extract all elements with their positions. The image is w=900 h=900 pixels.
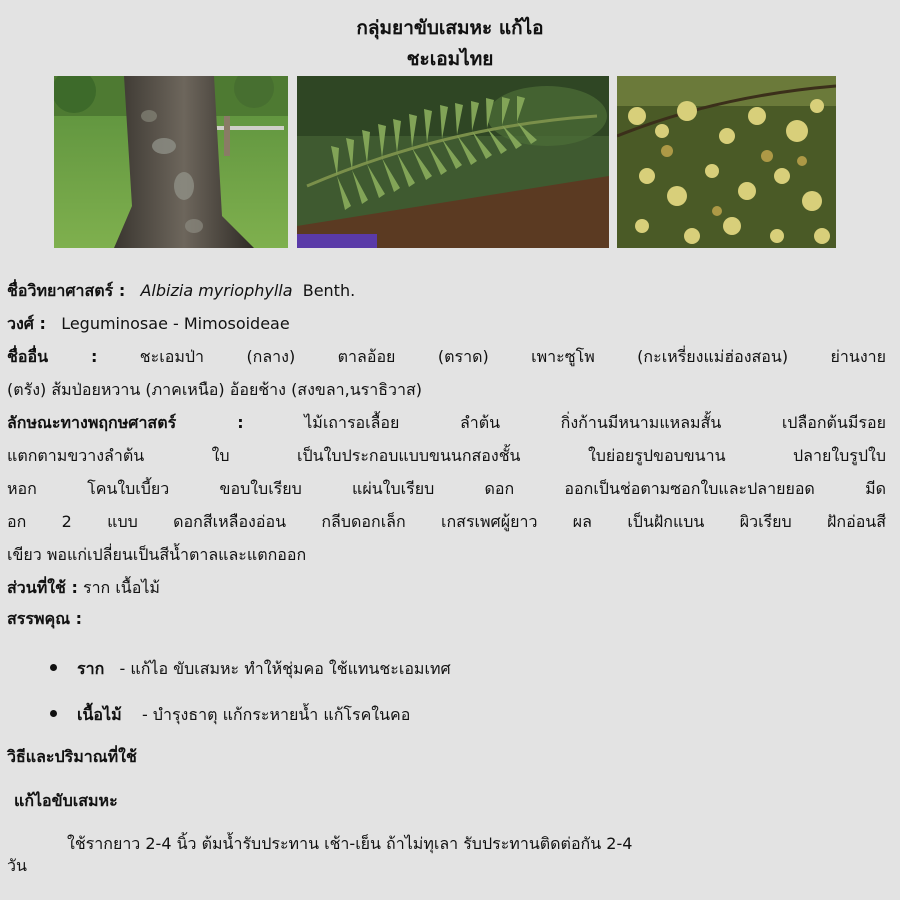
- usage-subheading: แก้ไอขับเสมหะ: [14, 791, 118, 810]
- property-desc: - แก้ไอ ขับเสมหะ ทำให้ชุ่มคอ ใช้แทนชะเอมเทศ: [119, 659, 451, 678]
- botany-line-5: เขียว พอแก่เปลี่ยนเป็นสีน้ำตาลและแตกออก: [7, 545, 307, 564]
- other-names-text-1: ชะเอมป่า (กลาง) ตาลอ้อย (ตราด) เพาะซูโพ (กะเหรี่ยงแม่ฮ่องสอน) ย่านงาย: [139, 347, 886, 366]
- parts-used-row: [7, 577, 886, 599]
- list-item: [50, 704, 410, 726]
- trunk-photo: [54, 76, 288, 248]
- property-term: ราก: [77, 659, 105, 678]
- usage-line-2: วัน: [7, 856, 27, 875]
- botany-line-4: อก 2 แบบ ดอกสีเหลืองอ่อน กลีบดอกเล็ก เกสรเพศผู้ยาว ผล เป็นฝักแบน ผิวเรียบ ฝักอ่อนสี: [7, 512, 887, 531]
- parts-used-value: ราก เนื้อไม้: [82, 578, 160, 597]
- property-desc: - บำรุงธาตุ แก้กระหายน้ำ แก้โรคในคอ: [141, 705, 411, 724]
- family-label: วงศ์ :: [7, 314, 46, 333]
- scientific-name-row: [7, 280, 886, 302]
- property-term: เนื้อไม้: [77, 705, 122, 724]
- leaf-photo: [297, 76, 609, 248]
- family-value: Leguminosae - Mimosoideae: [61, 314, 290, 333]
- botany-label: ลักษณะทางพฤกษศาสตร์ :: [7, 413, 244, 432]
- scientific-name-label: ชื่อวิทยาศาสตร์ :: [7, 281, 126, 300]
- scientific-name-author: Benth.: [302, 281, 356, 300]
- usage-heading: วิธีและปริมาณที่ใช้: [7, 747, 137, 766]
- other-names-line-1: [7, 346, 886, 368]
- botany-line-3: หอก โคนใบเบี้ยว ขอบใบเรียบ แผ่นใบเรียบ ดอก ออกเป็นช่อตามซอกใบและปลายยอด มีด: [7, 479, 886, 498]
- botany-line-2: แตกตามขวางลำต้น ใบ เป็นใบประกอบแบบขนนกสองชั้น ใบย่อยรูปขอบขนาน ปลายใบรูปใบ: [7, 446, 886, 465]
- family-row: [7, 313, 886, 335]
- properties-label: สรรพคุณ :: [7, 609, 83, 628]
- other-names-line-2: (ตรัง) ส้มป่อยหวาน (ภาคเหนือ) อ้อยช้าง (สงขลา,นราธิวาส): [7, 380, 422, 399]
- other-names-label: ชื่ออื่น :: [7, 347, 98, 366]
- page-subtitle: ชะเอมไทย: [406, 48, 494, 70]
- botany-line-1: [7, 412, 886, 434]
- flower-photo: [617, 76, 836, 248]
- bullet-icon: [50, 664, 57, 671]
- bullet-icon: [50, 710, 57, 717]
- page-title: กลุ่มยาขับเสมหะ แก้ไอ: [356, 17, 544, 39]
- scientific-name-value: Albizia myriophylla: [140, 281, 293, 300]
- parts-used-label: ส่วนที่ใช้ :: [7, 578, 78, 597]
- botany-text-1: ไม้เถารอเลื้อย ลำต้น กิ่งก้านมีหนามแหลมสั้น เปลือกต้นมีรอย: [304, 413, 886, 432]
- usage-line-1: ใช้รากยาว 2-4 นิ้ว ต้มน้ำรับประทาน เช้า-เย็น ถ้าไม่ทุเลา รับประทานติดต่อกัน 2-4: [67, 834, 633, 853]
- list-item: [50, 658, 451, 680]
